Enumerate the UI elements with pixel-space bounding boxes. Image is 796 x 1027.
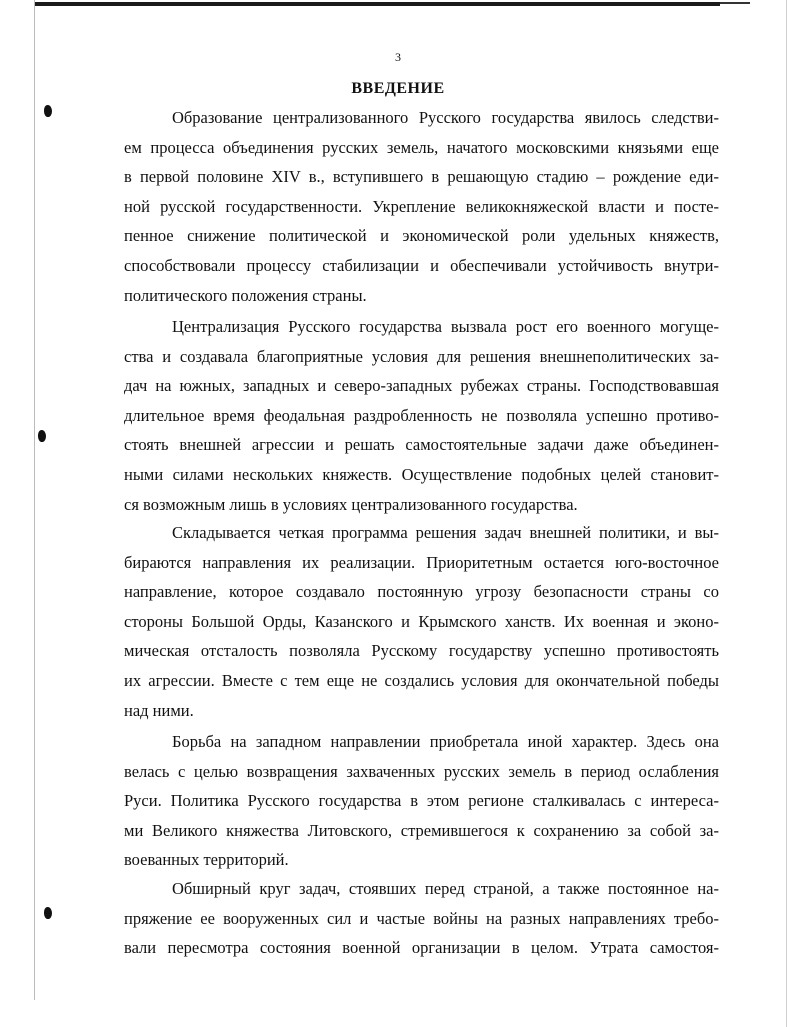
binding-hole-mark-bottom: [44, 907, 52, 919]
page-number: 3: [395, 50, 401, 64]
text-line: в первой половине XIV в., вступившего в решающую стадию – рождение еди-: [124, 167, 719, 187]
text-line: велась с целью возвращения захваченных русских земель в период ослабления: [124, 761, 719, 781]
text-line: Образование централизованного Русского государства явилось следстви-: [172, 108, 719, 127]
text-line: дач на южных, западных и северо-западных рубежах страны. Господствовавшая: [124, 376, 719, 396]
scan-left-edge: [34, 0, 35, 1000]
paragraph-3: [124, 518, 719, 725]
text-line: ства и создавала благоприятные условия для решения внешнеполитических за-: [124, 346, 719, 366]
paragraph-1: [124, 103, 719, 310]
text-line: Борьба на западном направлении приобретала иной характер. Здесь она: [172, 732, 719, 751]
text-line: Руси. Политика Русского государства в этом регионе сталкивалась с интереса-: [124, 791, 719, 811]
text-line: ной русской государственности. Укрепление великокняжеской власти и посте-: [124, 196, 719, 216]
binding-hole-mark-middle: [38, 430, 46, 442]
text-line: Складывается четкая программа решения задач внешней политики, и вы-: [172, 523, 719, 542]
scan-top-border-tail: [720, 2, 750, 4]
text-line: их агрессии. Вместе с тем еще не создались условия для окончательной победы: [124, 670, 719, 690]
paragraph-4: [124, 727, 719, 875]
text-line: ся возможным лишь в условиях централизованного государства.: [124, 494, 578, 514]
text-line: ем процесса объединения русских земель, начатого московскими князьями еще: [124, 137, 719, 157]
text-line: пряжение ее вооруженных сил и частые войны на разных направлениях требо-: [124, 908, 719, 928]
text-line: способствовали процессу стабилизации и обеспечивали устойчивость внутри-: [124, 255, 719, 275]
text-line: Обширный круг задач, стоявших перед страной, а также постоянное на-: [172, 879, 719, 898]
text-line: ми Великого княжества Литовского, стремившегося к сохранению за собой за-: [124, 820, 719, 840]
text-line: воеванных территорий.: [124, 850, 289, 870]
scan-right-edge: [786, 0, 787, 1027]
text-line: стороны Большой Орды, Казанского и Крымского ханств. Их военная и эконо-: [124, 611, 719, 631]
text-line: пенное снижение политической и экономической роли удельных княжеств,: [124, 226, 719, 246]
paragraph-2: [124, 312, 719, 519]
text-line: ными силами нескольких княжеств. Осуществление подобных целей становит-: [124, 464, 719, 484]
text-line: Централизация Русского государства вызвала рост его военного могуще-: [172, 317, 719, 336]
text-line: над ними.: [124, 700, 194, 720]
text-line: бираются направления их реализации. Приоритетным остается юго-восточное: [124, 552, 719, 572]
scan-top-border: [34, 2, 720, 6]
text-line: стоять внешней агрессии и решать самостоятельные задачи даже объединен-: [124, 435, 719, 455]
section-heading: ВВЕДЕНИЕ: [351, 80, 445, 97]
paragraph-5: [124, 874, 719, 963]
text-line: мическая отсталость позволяла Русскому государству успешно противостоять: [124, 641, 719, 661]
text-line: вали пересмотра состояния военной организации в целом. Утрата самостоя-: [124, 938, 719, 958]
text-line: длительное время феодальная раздробленность не позволяла успешно противо-: [124, 405, 719, 425]
text-line: политического положения страны.: [124, 285, 367, 305]
binding-hole-mark-top: [44, 105, 52, 117]
text-line: направление, которое создавало постоянную угрозу безопасности страны со: [124, 582, 719, 602]
